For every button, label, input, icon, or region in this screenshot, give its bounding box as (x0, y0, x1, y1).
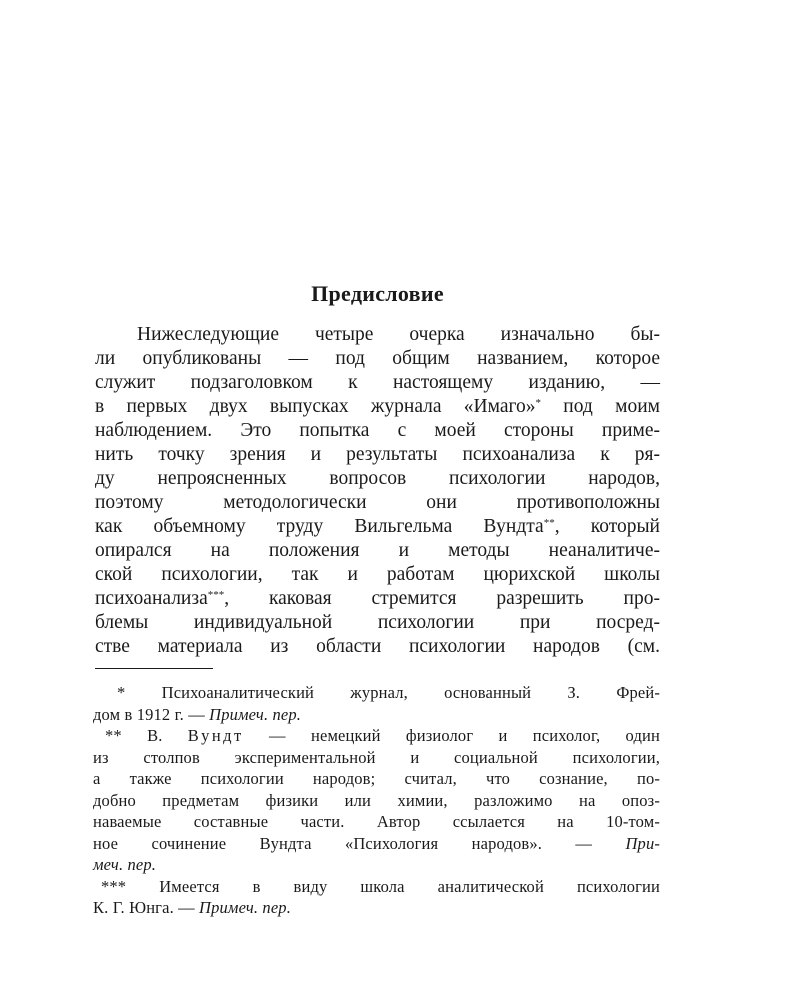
footnote-1-marker: * (117, 683, 126, 702)
body-line-9-tail: , который (554, 516, 660, 537)
footnote-2-text-1a: В. (121, 726, 188, 745)
footnote-2-note-a: При- (625, 833, 660, 853)
footnote-3-text-2: К. Г. Юнга. — (93, 898, 200, 917)
footnote-3-marker: *** (101, 876, 127, 896)
body-line-12-tail: , каковая стремится разрешить про- (224, 588, 660, 609)
preface-body (95, 323, 660, 659)
footnote-2-line-4: добно предметам физики или химии, разложимо на опоз- (93, 790, 660, 810)
footnote-3-line-2 (93, 897, 660, 919)
footnote-2-line-6 (93, 833, 660, 855)
footnote-1-line-1 (93, 682, 660, 704)
footnote-separator (95, 668, 213, 669)
footnote-2-name: Вундт (187, 726, 244, 745)
body-line-11: ской психологии, так и работам цюрихской школы (95, 564, 660, 585)
body-line-13: блемы индивидуальной психологии при посред- (95, 612, 660, 633)
footnote-1-text-1: Психоаналитический журнал, основанный З. Фрей- (125, 683, 660, 702)
footnote-3-text-1: Имеется в виду школа аналитической психологии (126, 876, 660, 896)
footnote-2-line-5: наваемые составные части. Автор ссылается на 10-том- (93, 812, 660, 831)
footnote-2-text-6: ное сочинение Вундта «Психология народов». — (93, 833, 626, 853)
body-line-5: наблюдением. Это попытка с моей стороны приме- (95, 420, 660, 441)
footnote-ref-1: * (535, 397, 542, 409)
footnote-2-line-3: а также психологии народов; считал, что сознание, по- (93, 769, 660, 788)
footnote-3-note: Примеч. пер. (199, 898, 291, 917)
body-line-4 (95, 395, 660, 419)
body-line-9-text: как объемному труду Вильгельма Вундта (95, 516, 544, 537)
body-line-12 (95, 587, 660, 611)
footnote-1-note: Примеч. пер. (209, 704, 302, 724)
footnote-2-text-1b: — немецкий физиолог и психолог, один (243, 726, 660, 745)
body-line-2: ли опубликованы — под общим названием, которое (95, 348, 660, 369)
footnote-2-marker: ** (105, 726, 122, 745)
footnote-1-text-2: дом в 1912 г. — (93, 704, 210, 724)
body-line-1: Нижеследующие четыре очерка изначально бы- (137, 324, 660, 345)
body-line-10: опирался на положения и методы неаналитиче- (95, 540, 660, 561)
body-line-9 (95, 515, 660, 539)
footnote-ref-2: ** (543, 517, 555, 529)
body-line-4-text: в первых двух выпусках журнала «Имаго» (95, 396, 536, 417)
body-line-3: служит подзаголовком к настоящему изданию, — (95, 372, 660, 393)
footnote-3-line-1 (93, 876, 660, 898)
footnote-2-line-2: из столпов экспериментальной и социальной психологии, (93, 747, 660, 767)
body-line-14: стве материала из области психологии народов (см. (95, 636, 660, 657)
body-line-6: нить точку зрения и результаты психоанализа к ря- (95, 444, 660, 465)
body-line-8: поэтому методологически они противоположны (95, 492, 660, 513)
body-line-4-tail: под моим (541, 396, 660, 417)
footnote-ref-3: *** (207, 589, 225, 601)
body-line-12-text: психоанализа (95, 588, 208, 609)
footnote-2-line-1 (93, 725, 660, 747)
footnotes (93, 682, 660, 919)
body-line-7: ду непроясненных вопросов психологии народов, (95, 468, 660, 489)
footnote-2-line-7: меч. пер. (93, 855, 157, 874)
page-title: Предисловие (311, 281, 444, 306)
footnote-1-line-2 (93, 704, 660, 726)
